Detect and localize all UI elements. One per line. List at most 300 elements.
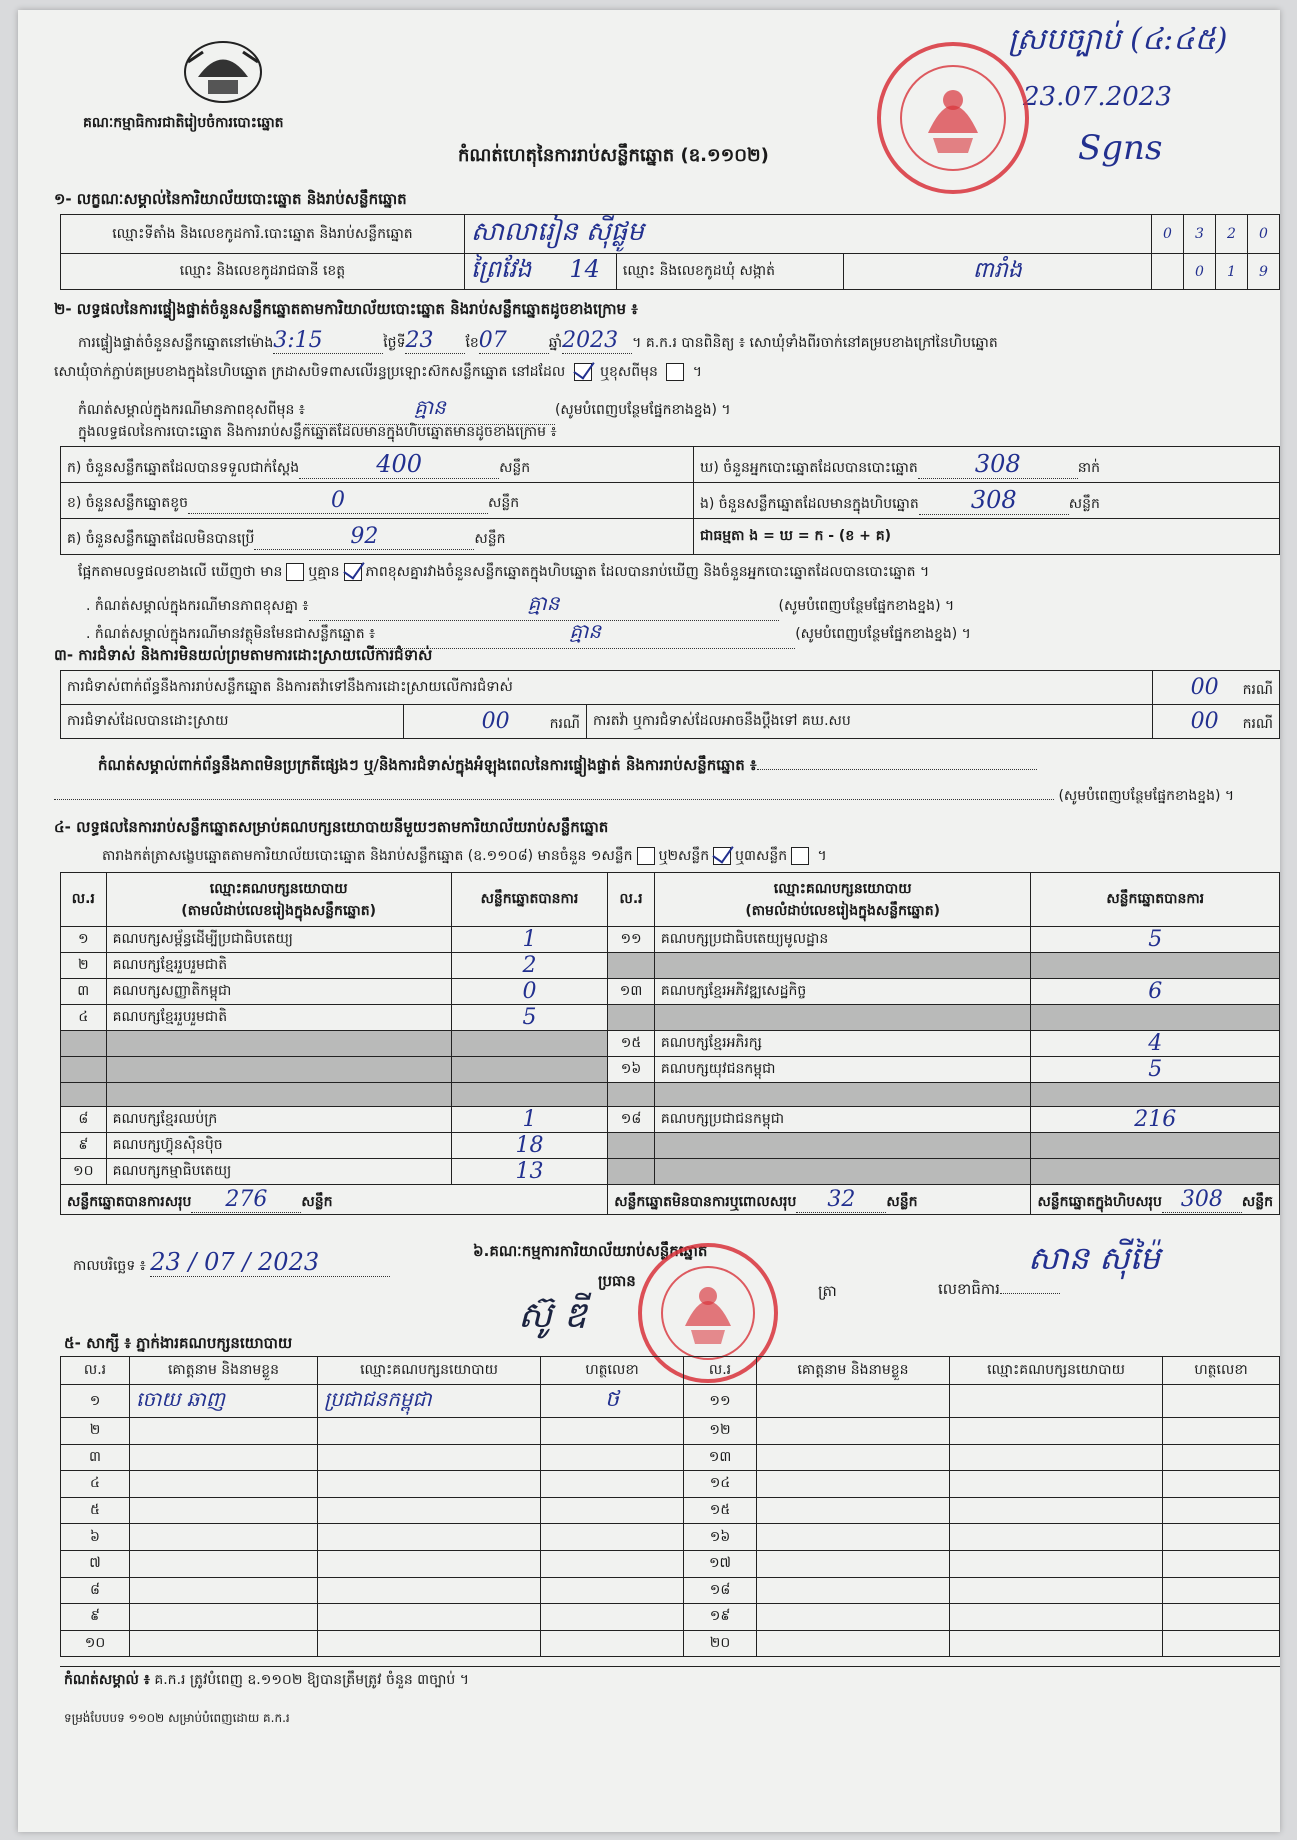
w-col-name: គោត្តនាម និងនាមខ្លួន (757, 1357, 950, 1385)
location-code-digit: 2 (1215, 215, 1247, 254)
party-row (61, 927, 1280, 953)
handwritten-date: 23.07.2023 (1023, 82, 1172, 112)
witness-number: ២០ (684, 1630, 757, 1657)
unit-label: សន្លឹក (488, 494, 520, 511)
verification-line (78, 328, 998, 354)
party-votes: 1 (451, 927, 607, 953)
party-votes (451, 1083, 607, 1107)
box-ballots-value: 308 (919, 486, 1069, 515)
section3-heading: ៣- ការជំទាស់ និងការមិនយល់ព្រមតាមការដោះស្រាយលើការជំទាស់ (54, 646, 433, 664)
party-votes (1031, 1083, 1280, 1107)
party-number (608, 1083, 655, 1107)
witness-name (130, 1630, 318, 1657)
commune-value-cell (843, 254, 1151, 290)
w-col-name: គោត្តនាម និងនាមខ្លួន (130, 1357, 318, 1385)
one-sheet-checkbox[interactable] (637, 847, 655, 865)
witness-number: ១៨ (684, 1577, 757, 1604)
witness-party (950, 1550, 1163, 1577)
verify-line-end: ។ គ.ក.រ បានពិនិត្យ ៖ សោឃុំទាំងពីរចាក់នៅគម្របខាងក្រៅនៃហិបឆ្នោត (632, 335, 998, 351)
party-number (61, 1083, 107, 1107)
witness-name (130, 1471, 318, 1498)
witness-signature (541, 1550, 684, 1577)
party-votes: 5 (1031, 927, 1280, 953)
verify-year-label: ឆ្នាំ (548, 335, 563, 351)
witness-number: ១ (61, 1385, 130, 1418)
section4-heading: ៤- លទ្ធផលនៃការរាប់សន្លឹកឆ្នោតសម្រាប់គណបក្សនយោបាយនីមួយៗតាមការិយាល័យរាប់សន្លឹកឆ្នោត (54, 818, 609, 836)
province-value-cell (464, 254, 616, 290)
spoiled-ballots-value: 0 (188, 488, 488, 514)
verify-time-label: ការផ្ទៀងផ្ទាត់ចំនួនសន្លឹកឆ្នោតនៅម៉ោង (78, 335, 274, 351)
col-votes-right: សន្លឹកឆ្នោតបានការ (1031, 873, 1280, 927)
party-votes (1031, 1133, 1280, 1159)
witness-name (757, 1418, 950, 1445)
location-value: សាលារៀន ស៊ីផ្លូម (470, 217, 644, 247)
col-party-right (654, 873, 1031, 927)
red-seal-stamp-top (873, 38, 1033, 198)
witness-number: ៨ (61, 1577, 130, 1604)
date-label: កាលបរិច្ឆេទ ៖ (73, 1258, 146, 1274)
box-ballots-cell (694, 483, 1280, 519)
objection-value: 00 (1190, 674, 1219, 700)
witness-name (757, 1471, 950, 1498)
witness-signature (1163, 1524, 1280, 1551)
unused-ballots-value: 92 (254, 524, 474, 550)
three-sheet-checkbox[interactable] (791, 847, 809, 865)
witness-party (950, 1604, 1163, 1631)
committee-title: ៦.គណៈកម្មការការិយាល័យរាប់សន្លឹកឆ្នោត (473, 1242, 708, 1260)
witness-row (61, 1471, 1280, 1498)
witness-signature (541, 1577, 684, 1604)
witness-name (757, 1630, 950, 1657)
foreign-object-label: . កំណត់សម្គាល់ក្នុងករណីមានវត្ថុមិនមែនជាសន្លឹកឆ្នោត ៖ (86, 626, 376, 642)
party-votes: 13 (451, 1159, 607, 1185)
party-name: គណបក្សខ្មែរអភិវឌ្ឍសេដ្ឋកិច្ច (654, 979, 1031, 1005)
witness-party (318, 1630, 541, 1657)
party-row (61, 953, 1280, 979)
witness-row (61, 1444, 1280, 1471)
commune-label: ឈ្មោះ និងលេខកូដឃុំ សង្កាត់ (616, 254, 843, 290)
party-row (61, 1031, 1280, 1057)
location-value-cell (464, 215, 1151, 254)
witness-signature (1163, 1577, 1280, 1604)
total-valid-value: 276 (191, 1187, 301, 1213)
witness-number: ១៧ (684, 1550, 757, 1577)
party-votes: 18 (451, 1133, 607, 1159)
witness-name (130, 1418, 318, 1445)
party-number (608, 1159, 655, 1185)
witness-signature (1163, 1444, 1280, 1471)
compare-line (78, 562, 929, 583)
col-party-title: ឈ្មោះគណបក្សនយោបាយ (773, 880, 912, 897)
spoiled-ballots-cell (61, 483, 694, 519)
party-name: គណបក្សខ្មែររួបរួមជាតិ (106, 953, 451, 979)
verify-day: 23 (405, 328, 465, 354)
appeal-value: 00 (1190, 708, 1219, 734)
col-no-left: ល.រ (61, 873, 107, 927)
objection-label: ការជំទាស់ពាក់ព័ន្ធនឹងការរាប់សន្លឹកឆ្នោត និងការតវ៉ាទៅនឹងការដោះស្រាយលើការជំទាស់ (61, 671, 1153, 705)
witness-signature (1163, 1604, 1280, 1631)
total-box-value: 308 (1162, 1187, 1242, 1213)
witness-party (318, 1418, 541, 1445)
witness-row (61, 1630, 1280, 1657)
section5-heading: ៥- សាក្សី ៖ ភ្នាក់ងារគណបក្សនយោបាយ (64, 1334, 293, 1352)
witness-number: ៤ (61, 1471, 130, 1498)
has-difference-checkbox[interactable] (286, 563, 304, 581)
form-title: កំណត់ហេតុនៃការរាប់សន្លឹកឆ្នោត (ឧ.១១០២) (458, 145, 769, 166)
party-name (654, 1005, 1031, 1031)
appeal-label: ការតវ៉ា ឬការជំទាស់ដែលអាចនឹងប្តឹងទៅ គឃ.សប (587, 705, 1153, 739)
diff-note-value: គ្មាន (309, 590, 779, 621)
witness-signature (1163, 1385, 1280, 1418)
location-code-digit: 3 (1183, 215, 1215, 254)
unit-label: សន្លឹក (1241, 1193, 1273, 1210)
w-col-no: ល.រ (684, 1357, 757, 1385)
party-votes (451, 1031, 607, 1057)
witness-party (318, 1444, 541, 1471)
footer-note-text: គ.ក.រ ត្រូវបំពេញ ឧ.១១០២ ឱ្យបានត្រឹមត្រូវ ចំនួន ៣ច្បាប់ ។ (154, 1672, 469, 1688)
party-row (61, 1083, 1280, 1107)
changed-label: ឬខុសពីមុន (600, 364, 658, 380)
witness-signature (541, 1418, 684, 1445)
foreign-object-line (86, 618, 971, 649)
witness-signature (1163, 1550, 1280, 1577)
witness-number: ១៣ (684, 1444, 757, 1471)
party-table-header (61, 873, 1280, 927)
totals-row (61, 1185, 1280, 1215)
witness-party (950, 1418, 1163, 1445)
changed-checkbox[interactable] (666, 363, 684, 381)
unit-label: សន្លឹក (1068, 496, 1100, 512)
handwritten-signature: Sgns (1078, 128, 1163, 168)
witness-row (61, 1577, 1280, 1604)
party-name: គណបក្សខ្មែររួបរួមជាតិ (106, 1005, 451, 1031)
witness-number: ១២ (684, 1418, 757, 1445)
party-number: ២ (61, 953, 107, 979)
party-row (61, 1005, 1280, 1031)
verify-month-label: ខែ (465, 335, 479, 351)
irregularity-note (98, 756, 1037, 778)
ballot-summary-table (60, 446, 1280, 555)
party-number: ១៥ (608, 1031, 655, 1057)
commune-code-digit: 1 (1215, 254, 1247, 290)
witness-number: ៣ (61, 1444, 130, 1471)
witness-name (757, 1604, 950, 1631)
witness-number: ៦ (61, 1524, 130, 1551)
irregularity-note-label: កំណត់សម្គាល់ពាក់ព័ន្ធនឹងភាពមិនប្រក្រតីផ្សេងៗ ឬ/និងការជំទាស់ក្នុងអំឡុងពេលនៃការផ្ទៀងផ្ទាត់ និងការរាប់សន្លឹកឆ្នោត ៖ (98, 756, 757, 774)
party-votes (1031, 1005, 1280, 1031)
party-row (61, 979, 1280, 1005)
commune-code-digit: 9 (1247, 254, 1279, 290)
witness-party: ប្រជាជនកម្ពុជា (318, 1385, 541, 1418)
party-results-table (60, 872, 1280, 1215)
party-number: ៩ (61, 1133, 107, 1159)
received-ballots-value: 400 (299, 450, 499, 479)
unit-label: សន្លឹក (499, 460, 531, 476)
section1-heading: ១- លក្ខណៈសម្គាល់នៃការិយាល័យបោះឆ្នោត និងរាប់សន្លឹកឆ្នោត (54, 190, 407, 208)
chair-signature: ស៊ូ ឌី (518, 1295, 587, 1336)
date-value: 23 / 07 / 2023 (150, 1248, 390, 1277)
tally-sheet-line: តារាងកត់ត្រាសង្ខេបឆ្នោតតាមការិយាល័យបោះឆ្នោត និងរាប់សន្លឹកឆ្នោត (ឧ.១១០៨) មានចំនួន ១សន្លឹក ឬ២សន្លឹក ឬ៣សន្លឹក ។ (102, 848, 827, 864)
witness-party (950, 1497, 1163, 1524)
resolved-value: 00 (481, 708, 510, 734)
witness-number: ៧ (61, 1550, 130, 1577)
witness-signature (1163, 1497, 1280, 1524)
section2-heading: ២- លទ្ធផលនៃការផ្ទៀងផ្ទាត់ចំនួនសន្លឹកឆ្នោតតាមការិយាល័យបោះឆ្នោត និងរាប់សន្លឹកឆ្នោតដូចខាងក្រោម ៖ (54, 300, 638, 318)
party-name: គណបក្សយុវជនកម្ពុជា (654, 1057, 1031, 1083)
w-col-sign: ហត្ថលេខា (541, 1357, 684, 1385)
witness-number: ១៥ (684, 1497, 757, 1524)
footer-note (64, 1670, 469, 1691)
seal-check-text: សោឃុំចាក់ភ្ជាប់គម្របខាងក្នុងនៃហិបឆ្នោត ក្រដាសបិទពាសលើរន្ធប្រឡោះស៊កសន្លឹកឆ្នោត នៅដដែល (54, 364, 566, 380)
party-number (608, 1005, 655, 1031)
witness-number: ២ (61, 1418, 130, 1445)
party-number: ១ (61, 927, 107, 953)
party-row (61, 1057, 1280, 1083)
commune-value: ពារាំង (972, 257, 1022, 283)
party-name: គណបក្សសញ្ញាតិកម្ពុជា (106, 979, 451, 1005)
witness-number: ៩ (61, 1604, 130, 1631)
voters-value: 308 (918, 450, 1078, 479)
witness-party (318, 1497, 541, 1524)
party-number: ១១ (608, 927, 655, 953)
party-row (61, 1107, 1280, 1133)
spoiled-ballots-label: ខ) ចំនួនសន្លឹកឆ្នោតខូច (67, 494, 188, 511)
party-votes: 4 (1031, 1031, 1280, 1057)
party-name: គណបក្សខ្មែរអភិរក្ស (654, 1031, 1031, 1057)
witness-party (318, 1471, 541, 1498)
witness-name (130, 1604, 318, 1631)
two-sheet-checkbox[interactable] (713, 847, 731, 865)
formula: ជាធម្មតា ង = ឃ = ក - (ខ + គ) (694, 519, 1280, 555)
box-ballots-label: ង) ចំនួនសន្លឹកឆ្នោតដែលមានក្នុងហិបឆ្នោត (700, 496, 919, 512)
party-number: ៤ (61, 1005, 107, 1031)
seal-check-line: សោឃុំចាក់ភ្ជាប់គម្របខាងក្នុងនៃហិបឆ្នោត ក្រដាសបិទពាសលើរន្ធប្រឡោះស៊កសន្លឹកឆ្នោត នៅដដែល ឬខុសពីមុន ។ (54, 364, 703, 380)
party-name: គណបក្សហ៊្វុនស៊ិនប៉ិច (106, 1133, 451, 1159)
party-name: គណបក្សប្រជាជនកម្ពុជា (654, 1107, 1031, 1133)
party-row (61, 1159, 1280, 1185)
witness-signature: ថ (541, 1385, 684, 1418)
verify-year: 2023 (562, 328, 632, 354)
party-name: គណបក្សប្រជាធិបតេយ្យមូលដ្ឋាន (654, 927, 1031, 953)
party-name (654, 1133, 1031, 1159)
three-sheet-label: ឬ៣សន្លឹក (735, 848, 788, 864)
irregularity-note-line2 (54, 786, 1234, 807)
nec-logo-icon (178, 32, 268, 107)
tally-sheet-label: តារាងកត់ត្រាសង្ខេបឆ្នោតតាមការិយាល័យបោះឆ្នោត និងរាប់សន្លឹកឆ្នោត (ឧ.១១០៨) មានចំនួន ១សន្លឹក (102, 848, 633, 864)
col-party-subtitle: (តាមលំដាប់លេខរៀងក្នុងសន្លឹកឆ្នោត) (181, 902, 376, 919)
witness-signature (541, 1471, 684, 1498)
secretary-label-text: លេខាធិការ (938, 1280, 1000, 1298)
witness-number: ៥ (61, 1497, 130, 1524)
compare-text: ភាពខុសគ្នារវាងចំនួនសន្លឹកឆ្នោតក្នុងហិបឆ្នោត ដែលបានរាប់ឃើញ និងចំនួនអ្នកបោះឆ្នោតដែលបានបោះឆ្នោត ។ (365, 564, 930, 580)
witness-name: ចោយ ឆាញ (130, 1385, 318, 1418)
received-ballots-label: ក) ចំនួនសន្លឹកឆ្នោតដែលបានទទួលជាក់ស្ដែង (67, 460, 300, 476)
secretary-signature: សាន ស៊ីម៉ៃ (1028, 1239, 1161, 1277)
difference-note-end: (សូមបំពេញបន្ថែមផ្នែកខាងខ្នង) ។ (554, 402, 731, 418)
seal-label: ត្រា (818, 1282, 837, 1300)
witness-name (130, 1577, 318, 1604)
case-unit: ករណី (1242, 681, 1273, 698)
foreign-object-value: គ្មាន (375, 618, 795, 649)
witness-party (950, 1630, 1163, 1657)
witness-row (61, 1550, 1280, 1577)
witness-row (61, 1524, 1280, 1551)
total-invalid-cell (608, 1185, 1031, 1215)
fill-back-note: (សូមបំពេញបន្ថែមផ្នែកខាងខ្នង) ។ (778, 598, 955, 614)
witness-party (318, 1524, 541, 1551)
province-value: ព្រៃវែង (470, 255, 532, 283)
col-party-left (106, 873, 451, 927)
party-name (654, 1159, 1031, 1185)
objection-value-cell (1153, 671, 1280, 705)
total-invalid-label: សន្លឹកឆ្នោតមិនបានការឬពោលសរុប (614, 1193, 797, 1210)
w-col-party: ឈ្មោះគណបក្សនយោបាយ (950, 1357, 1163, 1385)
party-votes: 6 (1031, 979, 1280, 1005)
witness-party (318, 1550, 541, 1577)
org-name: គណៈកម្មាធិការជាតិរៀបចំការបោះឆ្នោត (83, 115, 284, 131)
witness-name (130, 1524, 318, 1551)
witness-party (318, 1577, 541, 1604)
province-label-text: ឈ្មោះ និងលេខកូដរាជធានី ខេត្ត (179, 263, 346, 279)
witness-name (757, 1524, 950, 1551)
unchanged-checkbox[interactable] (574, 363, 592, 381)
party-number: ១៦ (608, 1057, 655, 1083)
unit-label: នាក់ (1077, 460, 1100, 476)
party-votes: 1 (451, 1107, 607, 1133)
ballot-count-form (18, 10, 1280, 1832)
party-votes (1031, 1159, 1280, 1185)
witness-name (757, 1385, 950, 1418)
witness-name (757, 1497, 950, 1524)
witness-party (950, 1385, 1163, 1418)
case-unit: ករណី (1242, 715, 1273, 732)
witness-number: ១០ (61, 1630, 130, 1657)
col-party-subtitle: (តាមលំដាប់លេខរៀងក្នុងសន្លឹកឆ្នោត) (745, 902, 941, 919)
verify-day-label: ថ្ងៃទី (383, 335, 406, 351)
location-label: ឈ្មោះទីតាំង និងលេខកូដការិ.បោះឆ្នោត និងរាប់សន្លឹកឆ្នោត (61, 215, 465, 254)
witness-signature (541, 1444, 684, 1471)
total-invalid-value: 32 (796, 1187, 886, 1213)
party-name (106, 1083, 451, 1107)
two-sheet-label: ឬ២សន្លឹក (658, 848, 710, 864)
party-number: ១៨ (608, 1107, 655, 1133)
committee-date (73, 1248, 390, 1277)
fill-back-note: (សូមបំពេញបន្ថែមផ្នែកខាងខ្នង) ។ (795, 626, 971, 642)
difference-note-label: កំណត់សម្គាល់ក្នុងករណីមានភាពខុសពីមុន ៖ (78, 402, 305, 418)
col-no-right: ល.រ (608, 873, 655, 927)
witness-number: ១៩ (684, 1604, 757, 1631)
province-code: 14 (569, 255, 600, 283)
witness-party (950, 1444, 1163, 1471)
witness-row (61, 1418, 1280, 1445)
col-votes-left: សន្លឹកឆ្នោតបានការ (451, 873, 607, 927)
party-votes: 5 (1031, 1057, 1280, 1083)
unused-ballots-label: គ) ចំនួនសន្លឹកឆ្នោតដែលមិនបានប្រើ (67, 530, 255, 547)
location-code-digit: 0 (1247, 215, 1279, 254)
appeal-value-cell (1153, 705, 1280, 739)
form-id: ទម្រង់បែបបទ ១១០២ សម្រាប់បំពេញដោយ គ.ក.រ (64, 1711, 290, 1725)
voters-cell (694, 447, 1280, 483)
party-name: គណបក្សខ្មែរឈប់ក្រ (106, 1107, 451, 1133)
chair-label: ប្រធាន (598, 1272, 636, 1290)
col-party-title: ឈ្មោះគណបក្សនយោបាយ (209, 880, 348, 897)
party-name: គណបក្សកម្មាធិបតេយ្យ (106, 1159, 451, 1185)
party-votes: 2 (451, 953, 607, 979)
party-number: ៣ (61, 979, 107, 1005)
unit-label: សន្លឹក (474, 530, 506, 547)
witness-number: ១៦ (684, 1524, 757, 1551)
diff-note-line (86, 590, 954, 621)
witness-party (950, 1577, 1163, 1604)
witness-signature (1163, 1471, 1280, 1498)
party-votes (1031, 953, 1280, 979)
difference-note-value: គ្មាន (305, 394, 555, 425)
resolved-label: ការជំទាស់ដែលបានដោះស្រាយ (61, 705, 404, 739)
location-code-digit: 0 (1152, 215, 1184, 254)
total-box-cell (1031, 1185, 1280, 1215)
witness-party (318, 1604, 541, 1631)
case-unit: ករណី (549, 715, 580, 732)
irregularity-fill-back: (សូមបំពេញបន្ថែមផ្នែកខាងខ្នង) ។ (1058, 788, 1235, 804)
party-name: គណបក្សសម្ព័ន្ធដើម្បីប្រជាធិបតេយ្យ (106, 927, 451, 953)
party-number (61, 1031, 107, 1057)
compare-none-label: ឬគ្មាន (308, 564, 340, 580)
verify-month: 07 (479, 328, 549, 354)
footer-rule (60, 1666, 1280, 1667)
total-box-label: សន្លឹកឆ្នោតក្នុងហិបសរុប (1037, 1193, 1162, 1210)
total-valid-label: សន្លឹកឆ្នោតបានការសរុប (67, 1193, 192, 1210)
party-number (61, 1057, 107, 1083)
party-number: ១៣ (608, 979, 655, 1005)
unit-label: សន្លឹក (301, 1193, 333, 1210)
province-label (61, 254, 465, 290)
witness-number: ១៤ (684, 1471, 757, 1498)
compare-has-label: ផ្អែកតាមលទ្ធផលខាងលើ ឃើញថា មាន (78, 564, 283, 580)
party-votes: 216 (1031, 1107, 1280, 1133)
party-name (654, 1083, 1031, 1107)
difference-note-line (78, 394, 731, 425)
results-intro: ក្នុងលទ្ធផលនៃការបោះឆ្នោត និងការរាប់សន្លឹកឆ្នោតដែលមានក្នុងហិបឆ្នោតមានដូចខាងក្រោម ៖ (78, 424, 557, 440)
unit-label: សន្លឹក (886, 1193, 918, 1210)
w-col-party: ឈ្មោះគណបក្សនយោបាយ (318, 1357, 541, 1385)
witness-signature (541, 1604, 684, 1631)
handwritten-note: ស្របច្បាប់ (៤:៤៥) (1008, 22, 1228, 57)
objection-table (60, 670, 1280, 739)
resolved-value-cell (404, 705, 587, 739)
party-name (106, 1057, 451, 1083)
witness-signature (541, 1497, 684, 1524)
witness-name (757, 1444, 950, 1471)
party-number (608, 953, 655, 979)
unused-ballots-cell (61, 519, 694, 555)
w-col-sign: ហត្ថលេខា (1163, 1357, 1280, 1385)
no-difference-checkbox[interactable] (344, 563, 362, 581)
party-votes (451, 1057, 607, 1083)
witness-signature (1163, 1418, 1280, 1445)
witness-table (60, 1356, 1280, 1657)
total-valid-cell (61, 1185, 608, 1215)
witness-name (757, 1550, 950, 1577)
witness-signature (1163, 1630, 1280, 1657)
voters-label: ឃ) ចំនួនអ្នកបោះឆ្នោតដែលបានបោះឆ្នោត (700, 460, 918, 476)
party-row (61, 1133, 1280, 1159)
witness-name (130, 1497, 318, 1524)
verify-time: 3:15 (273, 328, 383, 354)
witness-signature (541, 1630, 684, 1657)
party-number (608, 1133, 655, 1159)
commune-code-digit: 0 (1183, 254, 1215, 290)
witness-name (130, 1550, 318, 1577)
